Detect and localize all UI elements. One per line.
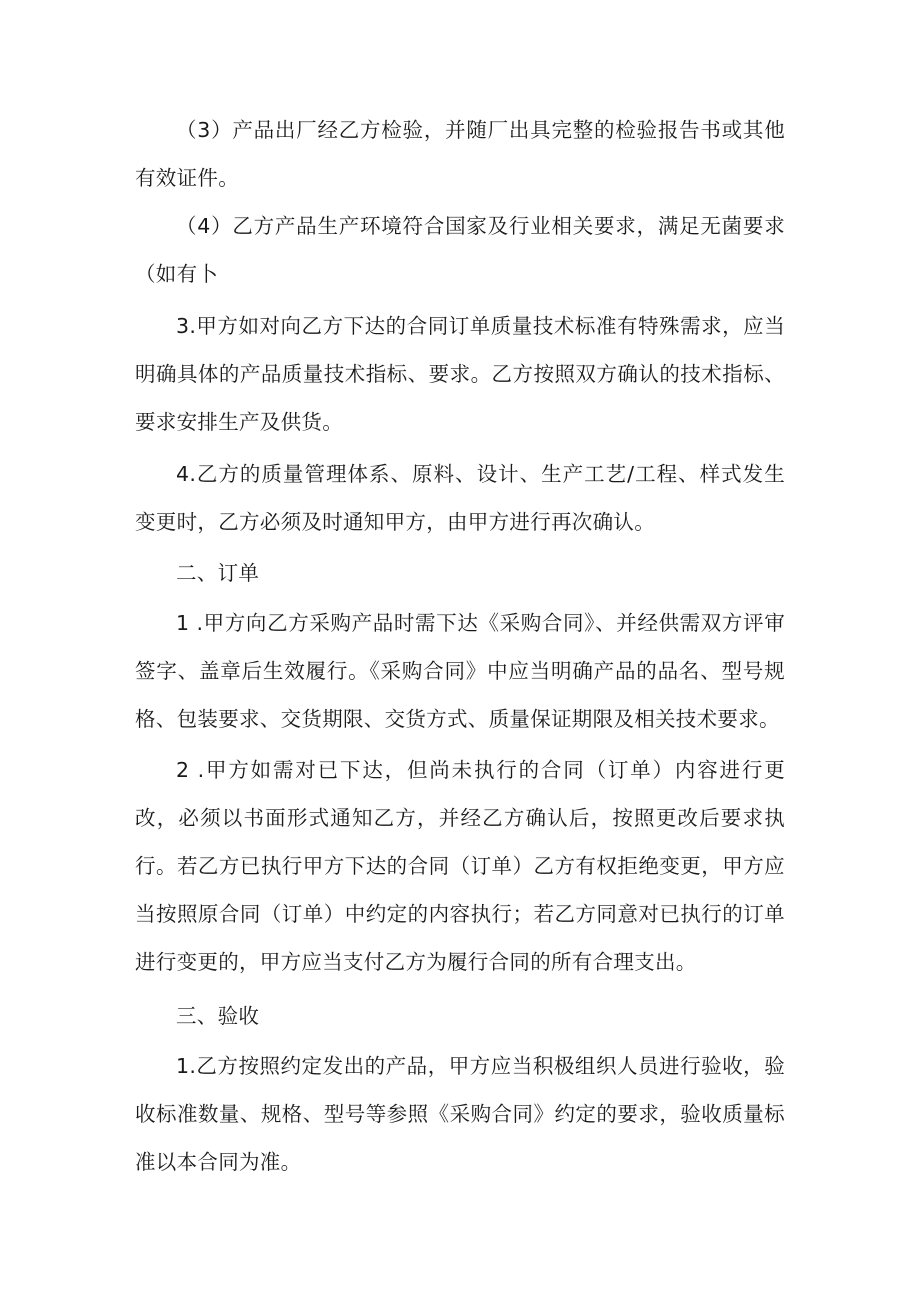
acceptance-clause-1: 1.乙方按照约定发出的产品，甲方应当积极组织人员进行验收，验收标准数量、规格、型号等参照《采购合同》约定的要求，验收质量标准以本合同为准。 <box>135 1054 785 1174</box>
clause-4: 4.乙方的质量管理体系、原料、设计、生产工艺/工程、样式发生变更时，乙方必须及时通知甲方，由甲方进行再次确认。 <box>135 462 785 534</box>
orders-clause-2: 2 .甲方如需对已下达，但尚未执行的合同（订单）内容进行更改，必须以书面形式通知乙方，并经乙方确认后，按照更改后要求执行。若乙方已执行甲方下达的合同（订单）乙方有权拒绝变更，甲方应当按照原合同（订单）中约定的内容执行；若乙方同意对已执行的订单进行变更的，甲方应当支付乙方为履行合同的所有合理支出。 <box>135 758 785 974</box>
clause-3: 3.甲方如对向乙方下达的合同订单质量技术标准有特殊需求，应当明确具体的产品质量技术指标、要求。乙方按照双方确认的技术指标、要求安排生产及供货。 <box>135 314 785 434</box>
section-heading-orders: 二、订单 <box>176 561 260 585</box>
clause-2-item-4: （4）乙方产品生产环境符合国家及行业相关要求，满足无菌要求（如有卜 <box>135 214 785 286</box>
clause-2-item-3: （3）产品出厂经乙方检验，并随厂出具完整的检验报告书或其他有效证件。 <box>135 118 785 190</box>
section-heading-acceptance: 三、验收 <box>176 1004 260 1028</box>
orders-clause-1: 1 .甲方向乙方采购产品时需下达《采购合同》、并经供需双方评审签字、盖章后生效履行。《采购合同》中应当明确产品的品名、型号规格、包装要求、交货期限、交货方式、质量保证期限及相关技术要求。 <box>135 611 785 731</box>
